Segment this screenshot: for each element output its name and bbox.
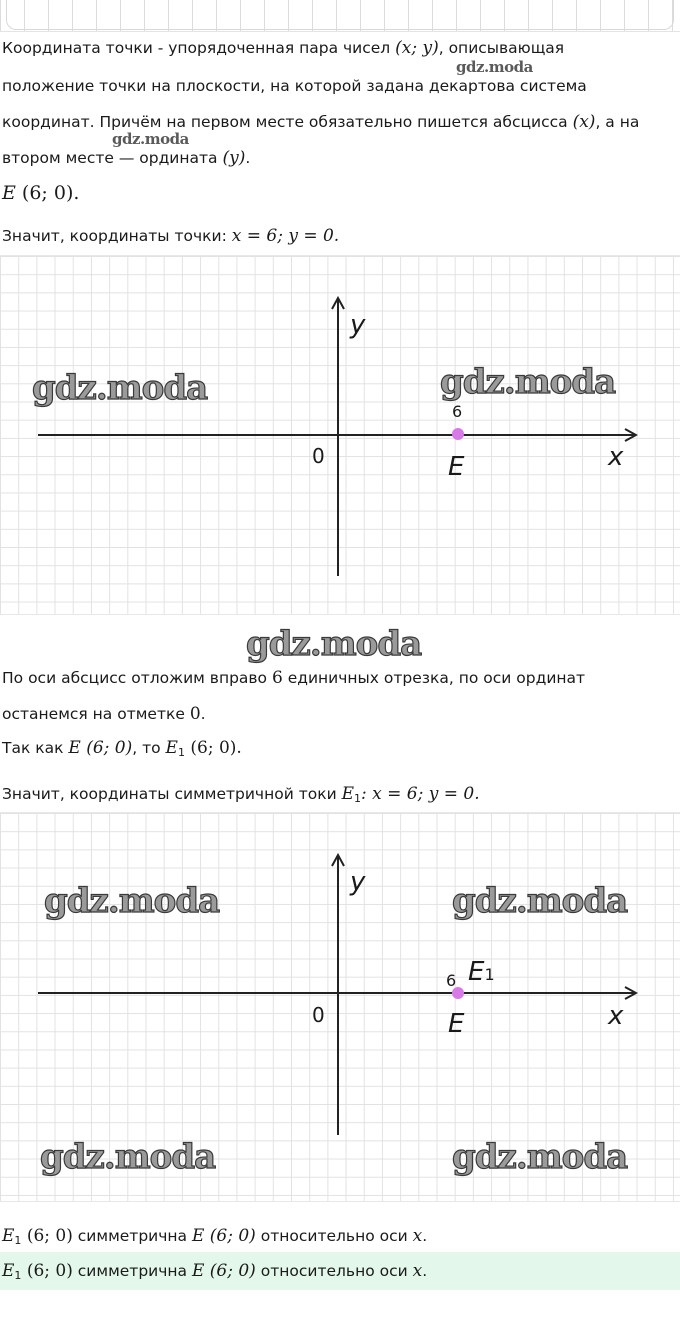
step-line-2: останемся на отметке 0. <box>2 704 206 724</box>
watermark: gdz.moda <box>452 881 628 921</box>
point-e-label: E <box>448 452 465 482</box>
origin-label: 0 <box>312 1003 325 1027</box>
intro-line-1: Координата точки - упорядоченная пара чисел (x; y), описывающая <box>2 38 565 58</box>
step-line-1: По оси абсцисс отложим вправо 6 единичных отрезка, по оси ординат <box>2 668 586 688</box>
final-statement: $E_1$ (6; 0) симметрична E (6; 0) относительно оси x. <box>2 1226 428 1247</box>
y-axis-label: y <box>350 310 366 340</box>
intro-line-3: координат. Причём на первом месте обязательно пишется абсцисса (x), а на <box>2 112 640 132</box>
origin-label: 0 <box>312 444 325 468</box>
step-line-3: Так как E (6; 0), то $E_1$ (6; 0). <box>2 738 242 759</box>
x-axis-label: x <box>608 442 624 472</box>
y-axis-label: y <box>350 867 366 897</box>
watermark: gdz.moda <box>40 1137 216 1177</box>
answer-box <box>0 1252 680 1290</box>
point-e-label: E <box>448 1009 465 1039</box>
watermark: gdz.moda <box>452 1137 628 1177</box>
conclusion-2: Значит, координаты симметричной токи $E_1$: x = 6; y = 0. <box>2 784 480 805</box>
conclusion-1: Значит, координаты точки: x = 6; y = 0. <box>2 226 340 246</box>
watermark: gdz.moda <box>32 368 208 408</box>
top-grid-strip <box>0 0 680 32</box>
watermark: gdz.moda <box>112 130 189 148</box>
watermark: gdz.moda <box>456 58 533 76</box>
coordinate-plot-2 <box>0 812 680 1202</box>
watermark: gdz.moda <box>44 881 220 921</box>
watermark: gdz.moda <box>440 362 616 402</box>
intro-line-4: втором месте — ордината (y). <box>2 148 251 168</box>
tick-label-6: 6 <box>446 971 457 990</box>
point-statement: E (6; 0). <box>2 182 80 204</box>
answer-text: $E_1$ (6; 0) симметрична E (6; 0) относительно оси x. <box>2 1261 428 1282</box>
x-axis-label: x <box>608 1001 624 1031</box>
watermark: gdz.moda <box>246 624 422 664</box>
tick-label-6: 6 <box>452 402 463 421</box>
intro-line-2: положение точки на плоскости, на которой задана декартова система <box>2 77 587 95</box>
coordinate-plot-1 <box>0 255 680 615</box>
point-e <box>452 428 464 440</box>
point-e1-label: E1 <box>468 957 495 987</box>
